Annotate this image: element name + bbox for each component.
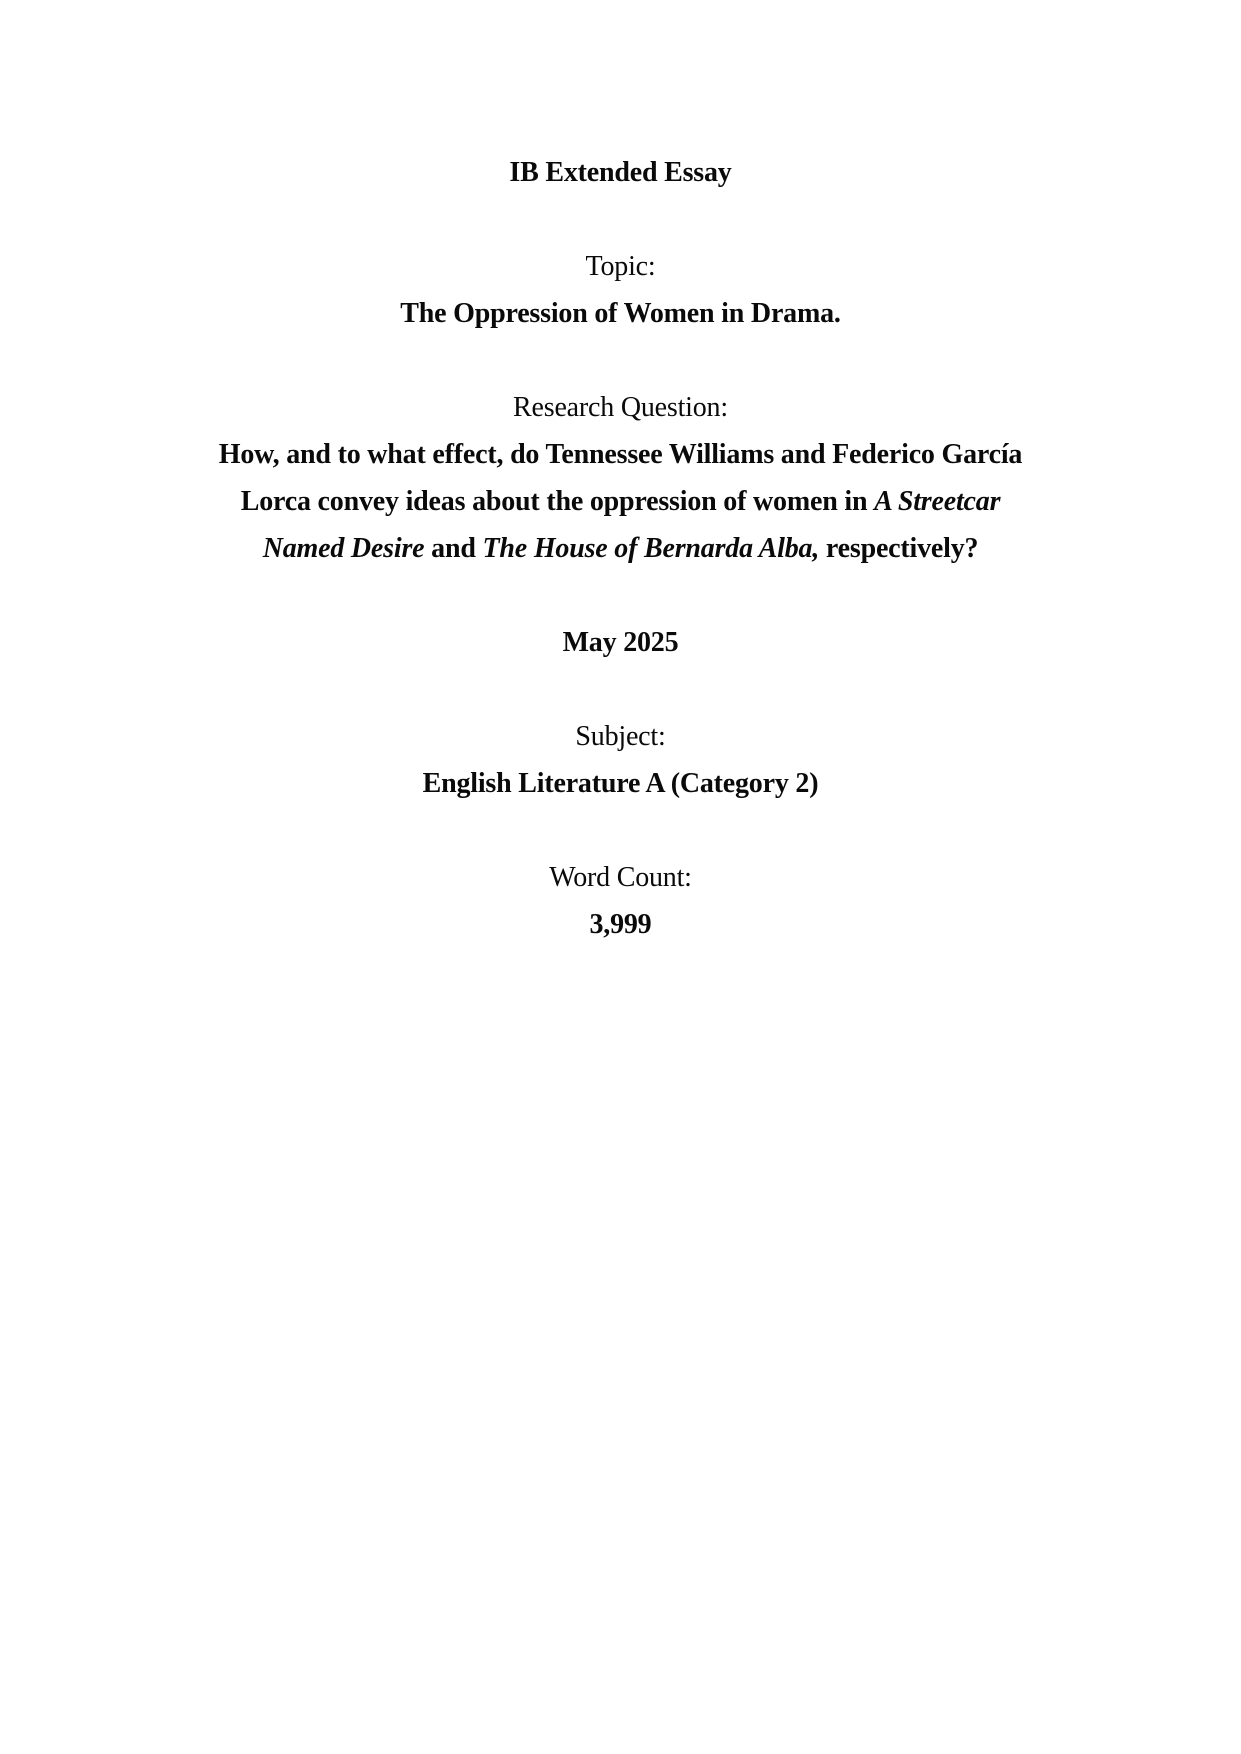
- topic-label: Topic:: [585, 251, 656, 282]
- research-question-line-3: [0, 525, 1241, 572]
- play-title-streetcar-cont: Named Desire: [262, 533, 425, 564]
- essay-title: IB Extended Essay: [509, 157, 732, 188]
- research-question-text: How, and to what effect, do Tennessee Williams and Federico García: [218, 439, 1023, 470]
- word-count-section: [0, 854, 1241, 948]
- subject-label: Subject:: [575, 721, 666, 752]
- play-title-bernarda-alba: The House of Bernarda Alba,: [482, 533, 820, 564]
- research-question-section: [0, 384, 1241, 572]
- topic-value: The Oppression of Women in Drama.: [400, 298, 841, 329]
- research-question-text: and: [424, 533, 483, 564]
- play-title-streetcar: A Streetcar: [874, 486, 1001, 517]
- research-question-text: Lorca convey ideas about the oppression of women in: [240, 486, 875, 517]
- exam-session: May 2025: [562, 627, 679, 658]
- topic-section: [0, 243, 1241, 337]
- research-question-line-1: [0, 431, 1241, 478]
- subject-value: English Literature A (Category 2): [422, 768, 819, 799]
- word-count-label: Word Count:: [549, 862, 692, 893]
- research-question-line-2: [0, 478, 1241, 525]
- research-question-text: respectively?: [819, 533, 979, 564]
- word-count-value: 3,999: [589, 909, 652, 940]
- research-question-label: Research Question:: [513, 392, 728, 423]
- subject-section: [0, 713, 1241, 807]
